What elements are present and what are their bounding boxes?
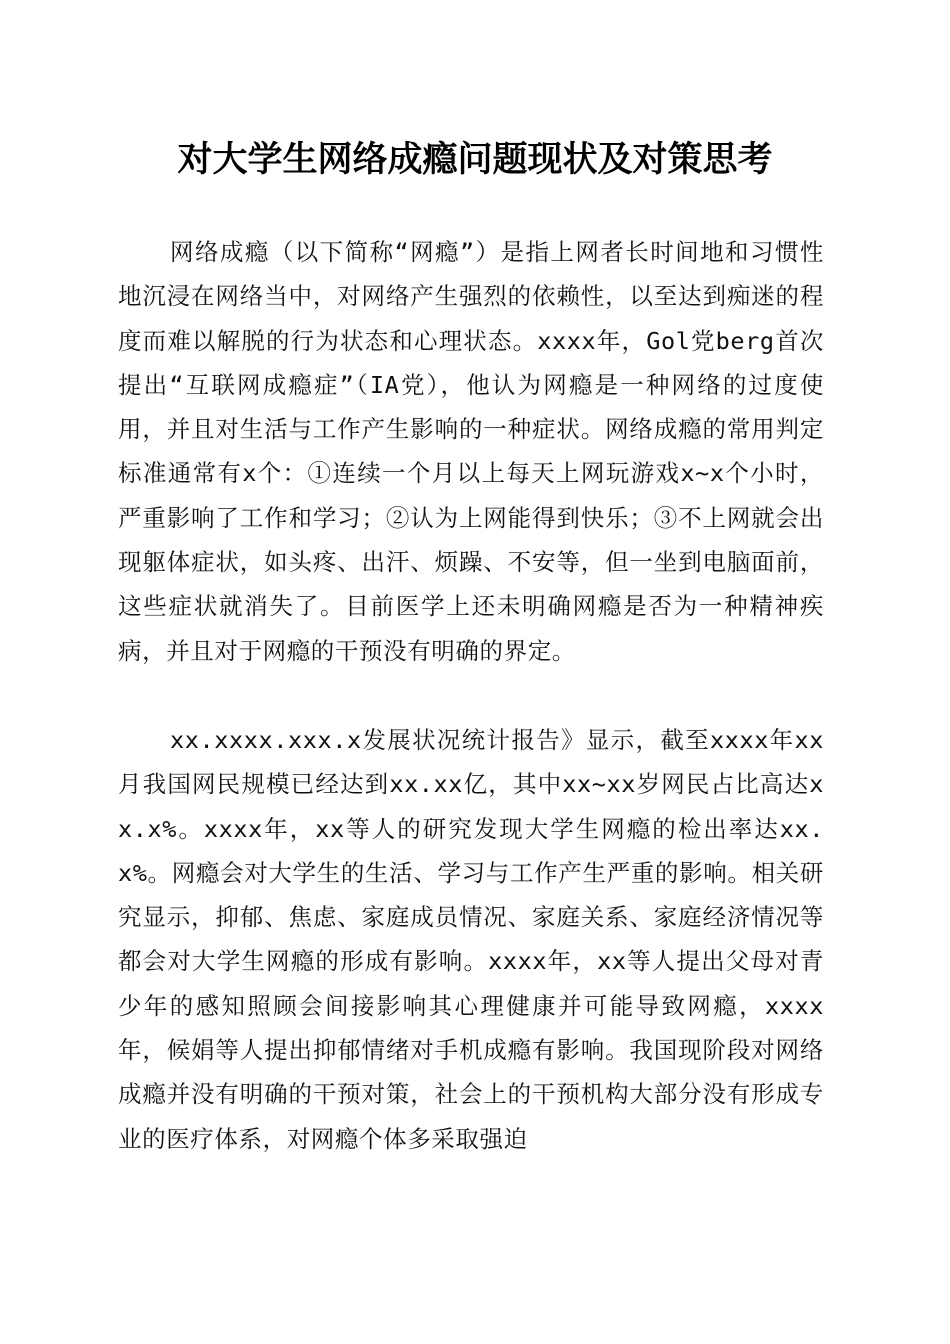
document-title: 对大学生网络成瘾问题现状及对策思考 (177, 139, 773, 180)
body-paragraph-1: 网络成瘾（以下简称“网瘾”）是指上网者长时间地和习惯性地沉浸在网络当中，对网络产生强烈的依赖性，以至达到痴迷的程度而难以解脱的行为状态和心理状态。xxxx年，Gol党berg首次提出“互联网成瘾症”（IA党），他认为网瘾是一种网络的过度使用，并且对生活与工作产生影响的一种症状。网络成瘾的常用判定标准通常有x个：①连续一个月以上每天上网玩游戏x~x个小时，严重影响了工作和学习；②认为上网能得到快乐；③不上网就会出现躯体症状，如头疼、出汗、烦躁、不安等，但一坐到电脑面前，这些症状就消失了。目前医学上还未明确网瘾是否为一种精神疾病，并且对于网瘾的干预没有明确的界定。 (118, 238, 824, 665)
body-paragraph-2: xx.xxxx.xxx.x发展状况统计报告》显示，截至xxxx年xx月我国网民规模已经达到xx.xx亿，其中xx~xx岁网民占比高达xx.x%。xxxx年，xx等人的研究发现大学生网瘾的检出率达xx.x%。网瘾会对大学生的生活、学习与工作产生严重的影响。相关研究显示，抑郁、焦虑、家庭成员情况、家庭关系、家庭经济情况等都会对大学生网瘾的形成有影响。xxxx年，xx等人提出父母对青少年的感知照顾会间接影响其心理健康并可能导致网瘾，xxxx年，候娟等人提出抑郁情绪对手机成瘾有影响。我国现阶段对网络成瘾并没有明确的干预对策，社会上的干预机构大部分没有形成专业的医疗体系，对网瘾个体多采取强迫 (118, 726, 824, 1153)
